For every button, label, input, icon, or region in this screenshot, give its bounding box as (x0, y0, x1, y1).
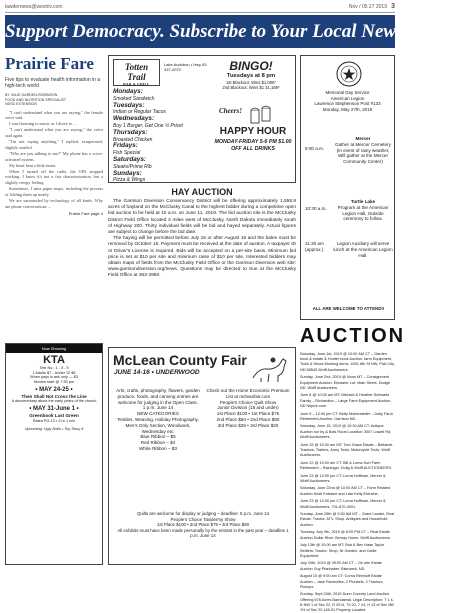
fair-line: 3rd Place $25 • 3rd Place $25 (217, 422, 279, 428)
kta-body (6, 366, 102, 432)
fair-line: Arts, crafts, photography, flowers, garden produce, foods, and canning entries are welcome for judging in the Open Class. (116, 388, 200, 405)
cheers-text: Cheers! (219, 107, 242, 115)
logo-line: Totten (124, 62, 149, 72)
fair-line: Textiles, Weaving, Holiday Photography, Men's Only Section, Woodwork, Wednesday etc. (117, 416, 199, 434)
auction-entry: Saturday, June 22nd @ 10:00 AM CT – Farm Related Auction Kristi Entraine and Late Kelly Entraine. (300, 486, 391, 496)
special-item: Pizza & Wings (113, 177, 146, 184)
page-number: 3 (391, 3, 395, 10)
special-day: Sundays: (113, 169, 142, 177)
kta-info: 1 Adults $7 - Under 12 $5 (32, 370, 76, 375)
fair-line: White Ribbon – $3 (139, 445, 177, 451)
totten-trail-ad (108, 55, 296, 183)
bingo-line: 2nd Blackout: Wins $1 31,169* (222, 85, 280, 91)
event-desc: Legion Auxiliary will serve lunch at the American Legion Hall. (333, 241, 393, 258)
auction-entry: Saturday, June 15, 2019 @ 10:30 AM CT: Antique Auction run by & Bois Rural Location: 3007 Lowell Rd, Wolff Auctioneers. (300, 424, 392, 439)
tt-phone: 337-2070 (164, 67, 181, 72)
auction-entry: Tuesday, July 9th, 2019 @ 6:00 PM CT – Real Estate Auction Dollar River Gernay Home. Wolff Auctioneers. (300, 530, 391, 540)
event-location (333, 199, 393, 222)
special-item: Indian or Regular Tacos (113, 109, 166, 116)
fair-line: All exhibits must have been made personally by the entrant in the past year – deadline 1 p.m. June 14 (117, 527, 289, 539)
fair-line: 1st Place $100 • 1st Place $75 (216, 411, 280, 417)
page-header (5, 3, 395, 13)
auction-entry: Sunday, June 2nd, 2019 @ Noon MT – Consignment Equipment Auction. Elmaster Lot, Main Street, Dodge ND. Wolff Auctioneers. (300, 375, 390, 390)
memorial-title: Memorial Day Service (325, 90, 370, 95)
issue-date: Nov / 05 27 2019 (348, 4, 387, 10)
fair-line: NEW CATEGORIES (137, 411, 179, 417)
hay-body (108, 199, 296, 280)
article-title: Prairie Fare (5, 54, 94, 73)
special-day: Saturdays: (113, 155, 147, 163)
logo-subline: BAR & GRILL (123, 82, 150, 87)
fair-title: McLean County Fair (113, 352, 247, 368)
special-day: Wednesdays: (113, 115, 155, 123)
happy-hour-title: HAPPY HOUR (219, 126, 287, 137)
bingo-time: Tuesdays at 8 pm (226, 73, 276, 79)
auction-entry: July 20th, 2019 @ 09:00 AM CT – On site Estate Auction Guy Pfanhaber. Bismarck, ND. (300, 561, 382, 571)
article-paragraph: When I turned off the radio, the GPS stopped working. I know it's not a fair characterization, but a slightly creepy feeling. (5, 168, 103, 186)
auction-entry: June 22 @ 10:00 am CT: Bill & Lorna Kurt Farm Retirement – Rainingst. Guilg & Wolff AUCTIONEERS. (300, 460, 393, 470)
memorial-date: Monday, May 27th, 2019 (322, 106, 373, 112)
special-item: Broasted Chicken (113, 136, 153, 143)
bingo-title: BINGO! (229, 59, 273, 73)
hay-title: HAY AUCTION (171, 187, 233, 197)
article-paragraph: I was listening to music as I drove to ... (9, 121, 77, 127)
special-item: Steaks/Prime Rib (113, 163, 152, 170)
event-name: Mercer (355, 136, 371, 141)
special-day: Fridays: (113, 142, 138, 150)
special-day: Tuesdays: (113, 101, 145, 109)
article-paragraph: "I can't understand what you are saying," the female voice said. (5, 109, 103, 121)
memorial-footer: ALL ARE WELCOME TO ATTEND!! (312, 306, 385, 311)
logo-line: Trail (127, 72, 146, 82)
kta-info: When pays is ask only — $3 (30, 375, 78, 380)
fair-line: 2nd Place $50 • 2nd Place $50 (216, 416, 280, 422)
event-time: 11:30 am (approx.) (305, 241, 324, 252)
kta-upcoming: Upcoming: Ugly Dolls • Toy Story 4 (24, 427, 84, 432)
daily-specials (113, 89, 203, 184)
article-paragraph: "I can't understand what you are saying," the voice said again. (5, 127, 103, 139)
showing-dates: • MAY 31-June 1 • (29, 406, 79, 413)
fair-line: 1 p.m. June 14 (142, 405, 174, 411)
auction-entry: Sunday, Sept 24th, 2019 Dunn Country Land Auction. Offering 576 Acres Barndamal, Legal Description: T 1 s, B NW 1 of Sec 22, R 29 N, 79 20, 7 24, H 12 of Sec MB 1½ of Sec 20 145-91 Property Located. (300, 592, 394, 613)
event-name: Turtle Lake (350, 199, 376, 204)
showing-dates: • MAY 24-25 • (35, 386, 73, 393)
fair-line: Red Ribbon – $4 (140, 440, 176, 446)
auction-listings (300, 325, 406, 613)
hay-auction-article (108, 187, 296, 347)
fair-taxidermy (115, 511, 291, 539)
tt-location: Lake Audubon • Hwy 83 (164, 62, 207, 67)
fair-line: Check out the Home Economic Premium List at mcleanfair.com (206, 388, 290, 399)
totten-trail-logo (113, 59, 160, 86)
fair-dates: JUNE 14-16 • UNDERWOOD (114, 369, 200, 376)
auction-entry: August 10 @ 9:00 am CT: Corna Reinhoff Estate Auction – Jane Ravenilles, 2 Plunkets, 2 Tractors, Pickups. (300, 574, 384, 589)
event-desc: Program at the American Legion Hall, Outside ceremony to follow. (337, 204, 389, 222)
kta-info: Tele No.: 1 - 3 - 5 (39, 366, 69, 370)
special-item: Fish Special (113, 150, 141, 157)
auction-entry: June 9 – 12:00 pm CT: Betty Moberstetter – Dally Farm Retirement Auction, Garrison ND. (300, 411, 393, 421)
fair-line: Quilts are welcome for display or judging – deadline: 5 p.m. June 14 (136, 511, 270, 516)
auction-entry: June 23 @ 12:00 pm CT: Lorna Hoffman, Mercer & Wolff Auctioneers, 701-870-4001. (300, 499, 386, 509)
article-paragraph: "I'm not saying anything," I replied, exasperated, slightly startled. (5, 139, 103, 150)
event-time: 10:30 a.m. (305, 206, 327, 211)
article-continued[interactable]: Prairie Fare page 4 (68, 210, 103, 216)
byline-org: NDSU EXTENSION (5, 102, 37, 106)
auction-entry: June 8 @ 10:00 am MT: Michael & Heather Schwartz Family – Richardton – Large Farm Equipment Auction, ND Nitpick.com. (300, 393, 392, 408)
special-day: Mondays: (113, 88, 143, 95)
site-email: lawdernews@westriv.com (5, 4, 63, 10)
movie-title: Greenbook Last Green (29, 413, 79, 419)
tt-address (164, 62, 207, 72)
mclean-fair-ad (108, 347, 296, 565)
beer-mugs-icon (249, 104, 273, 126)
auction-entry: June 23 @ 12:00 pm CT: Lorna Hoffman, Mercer & Wolff Auctioneers. (300, 473, 386, 483)
movie-title: Then Shall Not Cross the Line (21, 393, 87, 399)
fair-line: People's Choice Quilt Show (219, 399, 277, 405)
article-paragraph: Sometimes, I miss paper maps, including the process of folding them up neatly. (5, 186, 103, 198)
happy-hour-detail: MONDAY-FRIDAY 5-6 PM $1.00 OFF ALL DRINKS (214, 139, 292, 152)
memorial-org: American Legion (330, 95, 365, 101)
bingo-box (209, 60, 293, 91)
fair-line: Junior Division (18 and under) (217, 405, 279, 411)
kta-theater-ad (5, 343, 103, 565)
kta-logo: KTA (43, 354, 65, 366)
article-paragraph: We are surrounded by technology of all kinds. Why are phone conversations ... (5, 198, 103, 209)
special-item: Smoked Sandwich (113, 95, 155, 102)
subscribe-banner[interactable]: Support Democracy. Subscribe to Your Local Newspaper. (5, 15, 395, 48)
byline-role: FOOD AND NUTRITION SPECIALIST (5, 97, 67, 102)
bingo-line: 1st Blackout: Wins $1,000* (225, 80, 277, 85)
event-desc: Gather at Mercer Cemetery (In event of rainy weather, Will gather at the Mercer Community Center) (335, 141, 391, 165)
event-time: 8:00 a.m. (305, 146, 325, 151)
special-item: Buy 1 Burger, Get One ½ Price! (113, 122, 184, 129)
fair-open-class (115, 388, 201, 452)
auction-entry: Sunday, June 29th @ 9:30 AM MT – Grant Lander, Real Estate, Tractor, ATV, Shop, Antiques and Household Auction. (300, 512, 395, 527)
kta-info: Movies start @ 7:30 pm (33, 380, 75, 385)
auction-heading: AUCTION (300, 325, 406, 347)
memorial-post: Lawrence Stephenson Post #133 (314, 101, 381, 106)
movie-desc: Rated PG-13 • 3 hr 1 min (32, 418, 76, 423)
auction-entry: June 15 @ 10:00 am MT: Tom Grass Estate – Bellamie. Tractors, Trailers, Army Tools, Motorcycle Tools. Wolff Auctioneers. (300, 442, 394, 457)
fair-line: 1st Place $100 • 2nd Place $75 • 3rd Place $50 (156, 522, 250, 528)
article-byline (5, 93, 103, 107)
special-day: Thursdays: (113, 128, 148, 136)
fair-quilt-show (205, 388, 291, 429)
auction-entries (300, 352, 395, 613)
happy-hour-box (213, 126, 293, 152)
fair-line: People's Choice Taxidermy Show (170, 516, 236, 522)
auction-entry: July 13th @ 10:00 am MT: Bob & Bev Haas Taylor Settlers: Tractor, Shop, NI Garden, and Cattle Equipment. (300, 543, 385, 558)
memorial-header (301, 90, 394, 112)
article-subtitle: Five tips to evaluate health information in a high-tech world (5, 77, 101, 89)
hay-paragraph: The haying will be permitted before July 15 or after August 15 and the bales must be removed by October 15. Payment must be received at the date of auction. A taxpayer ID or Driver's License is required. Bids will be accepted on a per-site basis. Minimum bid price is set at $10 per site and minimum raise of $10 per site. Interested bidders may obtain maps of fields from the McClusky Field Office or the Garrison Diversion web site: www.garrisondiversion.org/news. Questions may be directed to Sue at the McClusky Field Office at 363-2950. (108, 236, 296, 279)
legion-emblem-icon (335, 60, 363, 88)
event-location (333, 136, 393, 165)
article-paragraph: "Who are you talking to me?" My phone has a voice-activated system. (5, 150, 103, 162)
memorial-day-ad (300, 55, 395, 320)
article-paragraph: My heart beat a little faster. (9, 162, 57, 168)
hay-paragraph: The Garrison Diversion Conservancy District will be offering approximately 1,558.8 acres of hayland on the McClusky Canal to the highest bidder during a competitive open bid auction to be held at 10 a.m. on June 11, 2019. The bid auction site is the McClusky District Field Office located 3 miles west of McClusky, North Dakota immediately south of Highway 200. Thirty individual fields will be bid and hayed separately. Actual figures are subject to change before the bid date. (108, 199, 296, 236)
event-location (333, 241, 393, 258)
article-body (5, 110, 103, 210)
kta-header: Now Showing (6, 344, 102, 353)
horse-rider-icon (249, 352, 291, 384)
auction-entry: Saturday, June 1st, 2019 @ 10:00 AM CT – Garden book & estate & Hunter book Auction, farm Equipment, Tools & Wood Working items. 4001 8th St NW, Pick City, ND 58545 Wolff Auctioneers. (300, 352, 395, 372)
fair-line: Blue Ribbon – $5 (140, 434, 176, 440)
byline-author: BY JULIE GARDEN-ROBINSON (5, 93, 58, 97)
movie-desc: A documentary about the early years of the church (11, 399, 97, 404)
